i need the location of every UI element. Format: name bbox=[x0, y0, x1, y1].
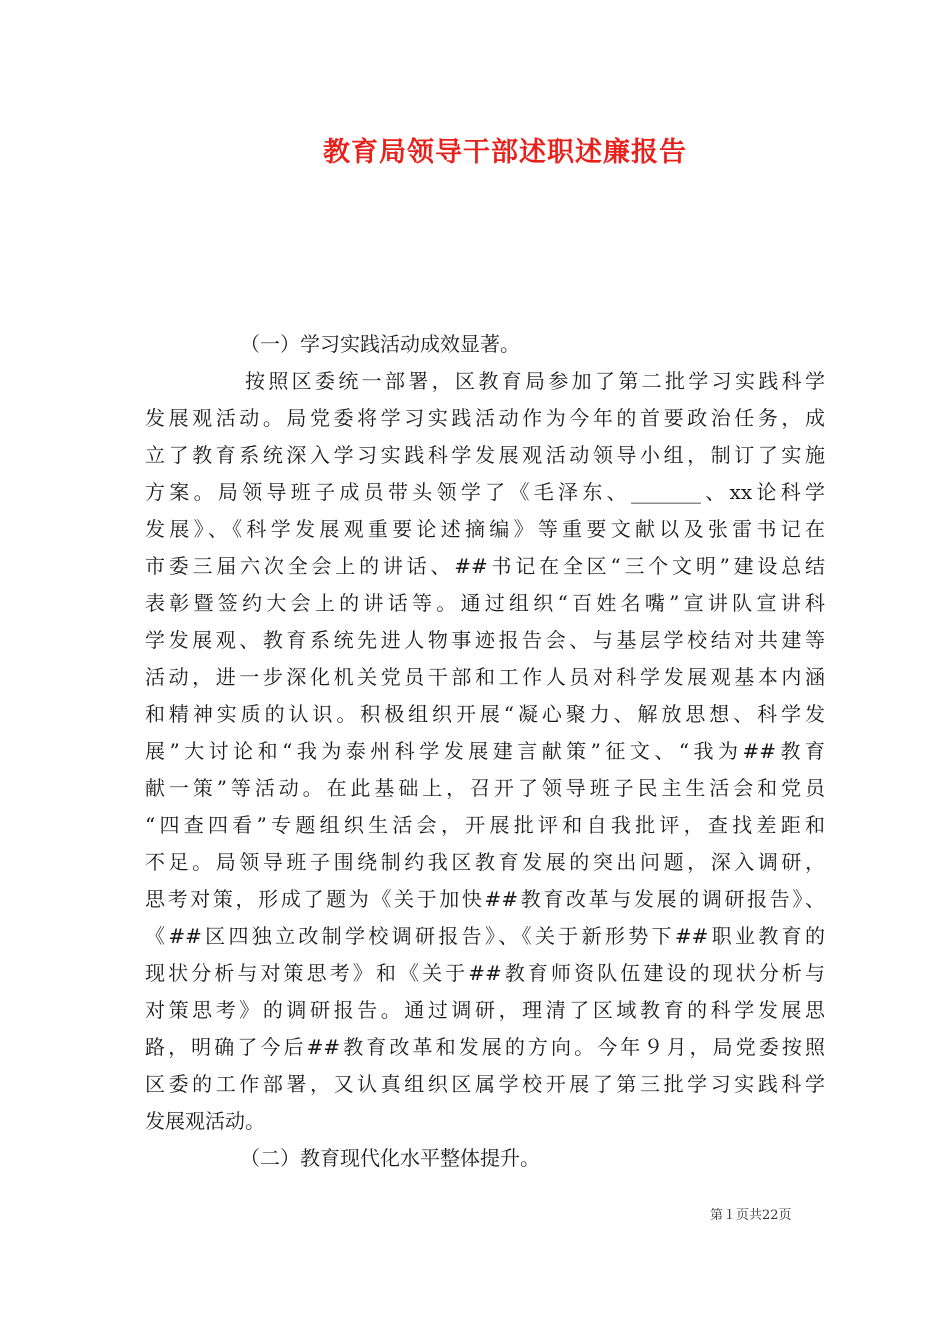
paragraph-line: 立了教育系统深入学习实践科学发展观活动领导小组，制订了实施 bbox=[145, 443, 825, 467]
page-number: 第１页共22页 bbox=[710, 1208, 792, 1223]
paragraph-line: 献一策”等活动。在此基础上，召开了领导班子民主生活会和党员 bbox=[145, 776, 825, 800]
paragraph-line: 展”大讨论和“我为泰州科学发展建言献策”征文、“我为##教育 bbox=[145, 739, 825, 763]
document-title: 教育局领导干部述职述廉报告 bbox=[323, 137, 687, 168]
paragraph-line: 现状分析与对策思考》和《关于##教育师资队伍建设的现状分析与 bbox=[145, 961, 825, 985]
paragraph-line: 和精神实质的认识。积极组织开展“凝心聚力、解放思想、科学发 bbox=[145, 702, 825, 726]
paragraph-line: 《##区四独立改制学校调研报告》、《关于新形势下##职业教育的 bbox=[145, 924, 825, 948]
paragraph-line: 发展观活动。局党委将学习实践活动作为今年的首要政治任务，成 bbox=[145, 406, 825, 430]
paragraph-line: 不足。局领导班子围绕制约我区教育发展的突出问题，深入调研， bbox=[145, 850, 825, 874]
paragraph-line: 区委的工作部署，又认真组织区属学校开展了第三批学习实践科学 bbox=[145, 1072, 825, 1096]
paragraph-line: 市委三届六次全会上的讲话、##书记在全区“三个文明”建设总结 bbox=[145, 554, 825, 578]
document-body bbox=[145, 326, 825, 1177]
paragraph-line: 发展》、《科学发展观重要论述摘编》等重要文献以及张雷书记在 bbox=[145, 517, 825, 541]
section-heading: （二）教育现代化水平整体提升。 bbox=[240, 1146, 540, 1170]
paragraph-line: 表彰暨签约大会上的讲话等。通过组织“百姓名嘴”宣讲队宣讲科 bbox=[145, 591, 825, 615]
paragraph-line: 思考对策，形成了题为《关于加快##教育改革与发展的调研报告》、 bbox=[145, 887, 825, 911]
paragraph-line: 活动，进一步深化机关党员干部和工作人员对科学发展观基本内涵 bbox=[145, 665, 825, 689]
paragraph-line: 路，明确了今后##教育改革和发展的方向。今年９月，局党委按照 bbox=[145, 1035, 825, 1059]
paragraph-line: 学发展观、教育系统先进人物事迹报告会、与基层学校结对共建等 bbox=[145, 628, 825, 652]
paragraph-line: 按照区委统一部署，区教育局参加了第二批学习实践科学 bbox=[245, 369, 825, 393]
paragraph-line: 方案。局领导班子成员带头领学了《毛泽东、_______、xx论科学 bbox=[145, 480, 825, 504]
section-heading: （一）学习实践活动成效显著。 bbox=[240, 332, 520, 356]
paragraph-line: 发展观活动。 bbox=[145, 1109, 265, 1133]
paragraph-line: “四查四看”专题组织生活会，开展批评和自我批评，查找差距和 bbox=[145, 813, 825, 837]
paragraph-line: 对策思考》的调研报告。通过调研，理清了区域教育的科学发展思 bbox=[145, 998, 825, 1022]
